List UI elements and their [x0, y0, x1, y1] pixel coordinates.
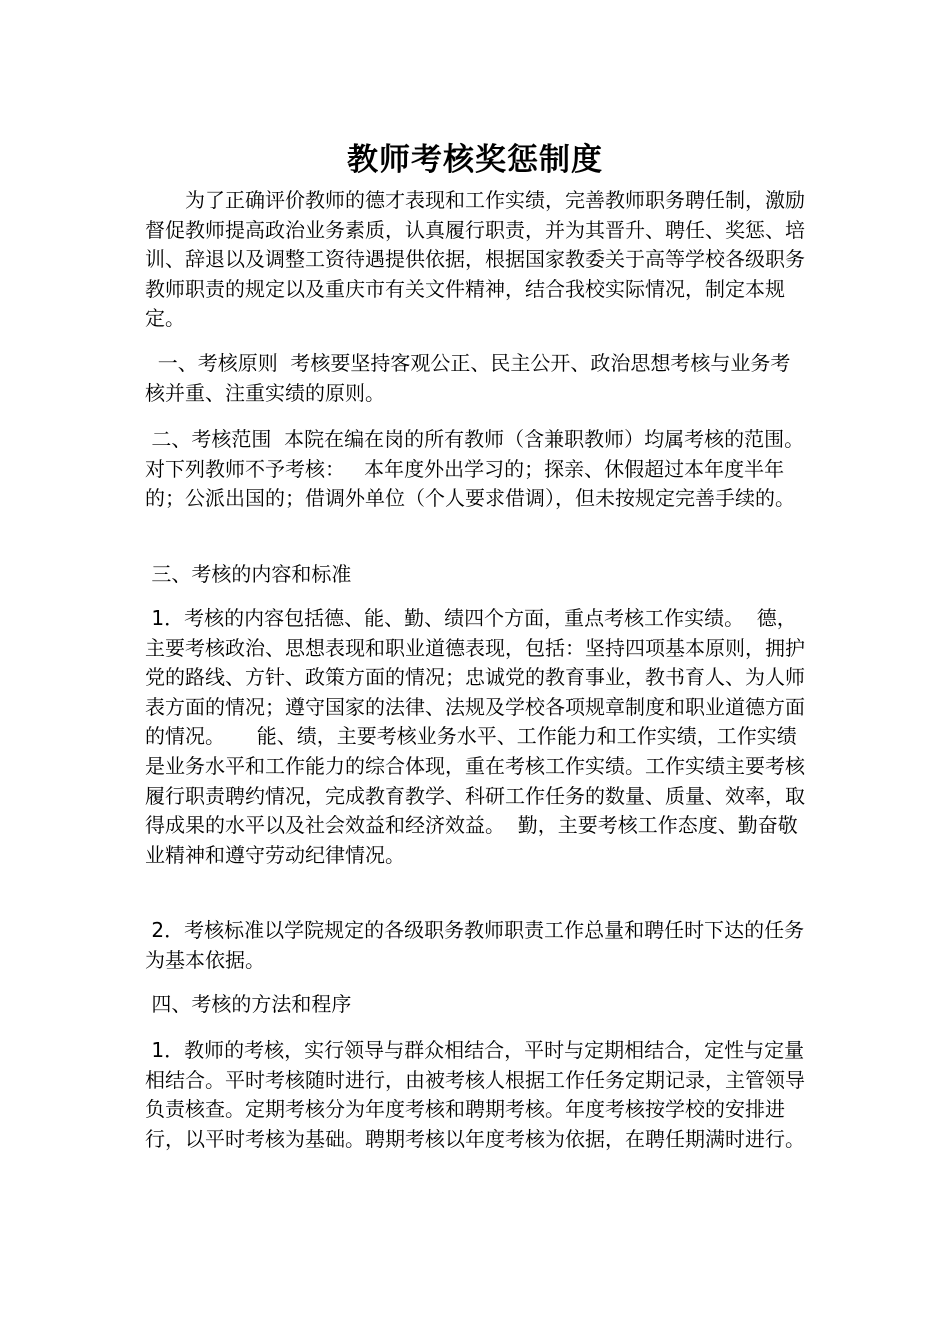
document-title: 教师考核奖惩制度 — [347, 142, 603, 178]
intro-paragraph: 为了正确评价教师的德才表现和工作实绩，完善教师职务聘任制，激励督促教师提高政治业务素质，认真履行职责，并为其晋升、聘任、奖惩、培训、辞退以及调整工资待遇提供依据，根据国家教委关于高等学校各级职务教师职责的规定以及重庆市有关文件精神，结合我校实际情况，制定本规定。 — [145, 188, 805, 331]
section-4-heading: 四、考核的方法和程序 — [145, 992, 352, 1016]
section-4-item-1: 1．教师的考核，实行领导与群众相结合，平时与定期相结合，定性与定量相结合。平时考核随时进行，由被考核人根据工作任务定期记录，主管领导负责核查。定期考核分为年度考核和聘期考核。年度考核按学校的安排进行，以平时考核为基础。聘期考核以年度考核为依据，在聘任期满时进行。 — [145, 1038, 805, 1151]
section-2-scope: 二、考核范围 本院在编在岗的所有教师（含兼职教师）均属考核的范围。 对下列教师不予考核： 本年度外出学习的；探亲、休假超过本年度半年的；公派出国的；借调外单位（个人要求借调），但未按规定完善手续的。 — [145, 427, 817, 511]
section-3-heading: 三、考核的内容和标准 — [145, 562, 352, 586]
section-1-principles: 一、考核原则 考核要坚持客观公正、民主公开、政治思想考核与业务考核并重、注重实绩的原则。 — [145, 351, 791, 405]
section-3-item-1: 1．考核的内容包括德、能、勤、绩四个方面，重点考核工作实绩。 德，主要考核政治、思想表现和职业道德表现，包括：坚持四项基本原则，拥护党的路线、方针、政策方面的情况；忠诚党的教育事业，教书育人、为人师表方面的情况；遵守国家的法律、法规及学校各项规章制度和职业道德方面的情况。 能、绩，主要考核业务水平、工作能力和工作实绩，工作实绩是业务水平和工作能力的综合体现，重在考核工作实绩。工作实绩主要考核履行职责聘约情况，完成教育教学、科研工作任务的数量、质量、效率，取得成果的水平以及社会效益和经济效益。 勤，主要考核工作态度、勤奋敬业精神和遵守劳动纪律情况。 — [145, 606, 805, 867]
section-3-item-2: 2．考核标准以学院规定的各级职务教师职责工作总量和聘任时下达的任务为基本依据。 — [145, 918, 805, 972]
